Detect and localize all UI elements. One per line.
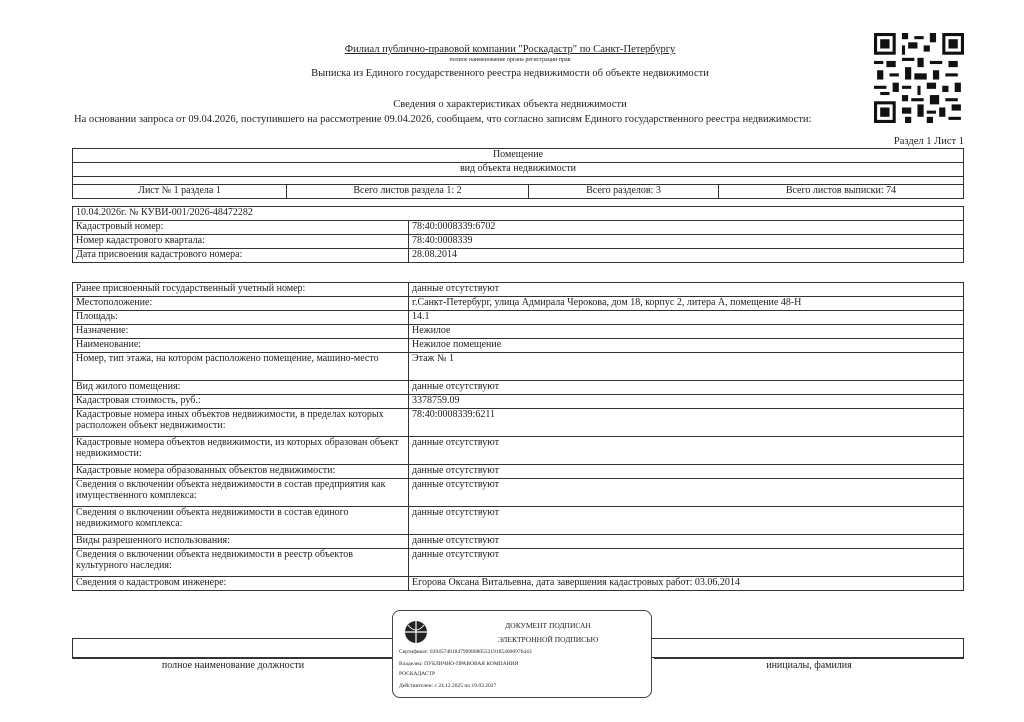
- table-row: [73, 465, 964, 479]
- row-key: Виды разрешенного использования:: [73, 535, 409, 549]
- total-sections: Всего разделов: 3: [529, 185, 719, 199]
- registry-table: [72, 206, 964, 263]
- row-key: Сведения о включении объекта недвижимости в состав предприятия как имущественного комплекса:: [73, 479, 409, 507]
- row-value: данные отсутствуют: [409, 479, 964, 507]
- row-key: Кадастровые номера объектов недвижимости, из которых образован объект недвижимости:: [73, 437, 409, 465]
- table-row: [73, 507, 964, 535]
- qr-code-icon: [874, 33, 964, 123]
- row-value: Нежилое помещение: [409, 339, 964, 353]
- row-key: Кадастровая стоимость, руб.:: [73, 395, 409, 409]
- row-key: Сведения о включении объекта недвижимости в состав единого недвижимого комплекса:: [73, 507, 409, 535]
- stamp-line1: ДОКУМЕНТ ПОДПИСАН: [505, 621, 591, 630]
- table-row: [73, 249, 964, 263]
- details-table: [72, 282, 964, 591]
- table-row: [73, 577, 964, 591]
- row-key: Кадастровые номера иных объектов недвижимости, в пределах которых расположен объект недвижимости:: [73, 409, 409, 437]
- row-key: Местоположение:: [73, 297, 409, 311]
- row-value: данные отсутствуют: [409, 437, 964, 465]
- row-value: Этаж № 1: [409, 353, 964, 381]
- row-key: Назначение:: [73, 325, 409, 339]
- object-type-caption: вид объекта недвижимости: [73, 163, 964, 177]
- spacer-row: [73, 177, 964, 185]
- row-value: Егорова Оксана Витальевна, дата завершения кадастровых работ: 03.06.2014: [409, 577, 964, 591]
- registry-number: 10.04.2026г. № КУВИ-001/2026-48472282: [73, 207, 964, 221]
- stamp-owner2: РОСКАДАСТР: [399, 671, 436, 677]
- stamp-owner: Владелец: ПУБЛИЧНО-ПРАВОВАЯ КОМПАНИЯ: [399, 661, 519, 667]
- table-row: [73, 283, 964, 297]
- stamp-line2: ЭЛЕКТРОННОЙ ПОДПИСЬЮ: [497, 635, 599, 644]
- row-key: Сведения о кадастровом инженере:: [73, 577, 409, 591]
- table-row: [73, 297, 964, 311]
- table-row: [73, 395, 964, 409]
- table-row: [73, 235, 964, 249]
- row-key: Дата присвоения кадастрового номера:: [73, 249, 409, 263]
- sheet-number: Лист № 1 раздела 1: [73, 185, 287, 199]
- row-key: Вид жилого помещения:: [73, 381, 409, 395]
- name-caption: инициалы, фамилия: [654, 658, 964, 671]
- table-row: [73, 409, 964, 437]
- row-value: данные отсутствуют: [409, 549, 964, 577]
- section-sheet-label: Раздел 1 Лист 1: [893, 136, 964, 147]
- table-row: [73, 479, 964, 507]
- document-title: Выписка из Единого государственного реестра недвижимости об объекте недвижимости: [311, 68, 709, 79]
- row-value: 3378759.09: [409, 395, 964, 409]
- row-value: данные отсутствуют: [409, 535, 964, 549]
- position-caption: полное наименование должности: [72, 658, 394, 671]
- row-value: данные отсутствуют: [409, 283, 964, 297]
- stamp-certificate: Сертификат: 0394574818479998080553191854006976443: [399, 649, 532, 655]
- row-value: данные отсутствуют: [409, 381, 964, 395]
- row-value: 28.08.2014: [409, 249, 964, 263]
- row-value: г.Санкт-Петербург, улица Адмирала Черокова, дом 18, корпус 2, литера А, помещение 48-Н: [409, 297, 964, 311]
- table-row: [73, 353, 964, 381]
- table-row: [73, 535, 964, 549]
- table-row: [73, 339, 964, 353]
- e-signature-stamp: [392, 610, 652, 698]
- row-key: Кадастровый номер:: [73, 221, 409, 235]
- total-sheets-extract: Всего листов выписки: 74: [719, 185, 964, 199]
- emblem-icon: [403, 619, 429, 645]
- row-value: 78:40:0008339:6211: [409, 409, 964, 437]
- stamp-valid: Действителен: с 24.12.2025 по 19.03.2027: [399, 683, 497, 689]
- table-row: [73, 549, 964, 577]
- basis-statement: На основании запроса от 09.04.2026, поступившего на рассмотрение 09.04.2026, сообщаем, что согласно записям Единого государственного реестра недвижимости:: [74, 114, 812, 125]
- table-row: [73, 221, 964, 235]
- row-value: данные отсутствуют: [409, 465, 964, 479]
- table-row: [73, 311, 964, 325]
- row-key: Номер кадастрового квартала:: [73, 235, 409, 249]
- row-key: Номер, тип этажа, на котором расположено помещение, машино-место: [73, 353, 409, 381]
- row-key: Площадь:: [73, 311, 409, 325]
- row-value: данные отсутствуют: [409, 507, 964, 535]
- table-row: [73, 437, 964, 465]
- row-value: Нежилое: [409, 325, 964, 339]
- row-value: 78:40:0008339:6702: [409, 221, 964, 235]
- row-value: 14.1: [409, 311, 964, 325]
- object-type: Помещение: [73, 149, 964, 163]
- row-key: Ранее присвоенный государственный учетный номер:: [73, 283, 409, 297]
- table-row: [73, 325, 964, 339]
- section-title: Сведения о характеристиках объекта недвижимости: [393, 99, 627, 110]
- row-key: Наименование:: [73, 339, 409, 353]
- table-row: [73, 381, 964, 395]
- org-name-caption: полное наименование органа регистрации прав: [449, 57, 571, 63]
- total-sheets-section: Всего листов раздела 1: 2: [287, 185, 529, 199]
- row-key: Сведения о включении объекта недвижимости в реестр объектов культурного наследия:: [73, 549, 409, 577]
- object-header-table: [72, 148, 964, 199]
- row-value: 78:40:0008339: [409, 235, 964, 249]
- org-name: Филиал публично-правовой компании "Роскадастр" по Санкт-Петербургу: [344, 44, 676, 55]
- row-key: Кадастровые номера образованных объектов недвижимости:: [73, 465, 409, 479]
